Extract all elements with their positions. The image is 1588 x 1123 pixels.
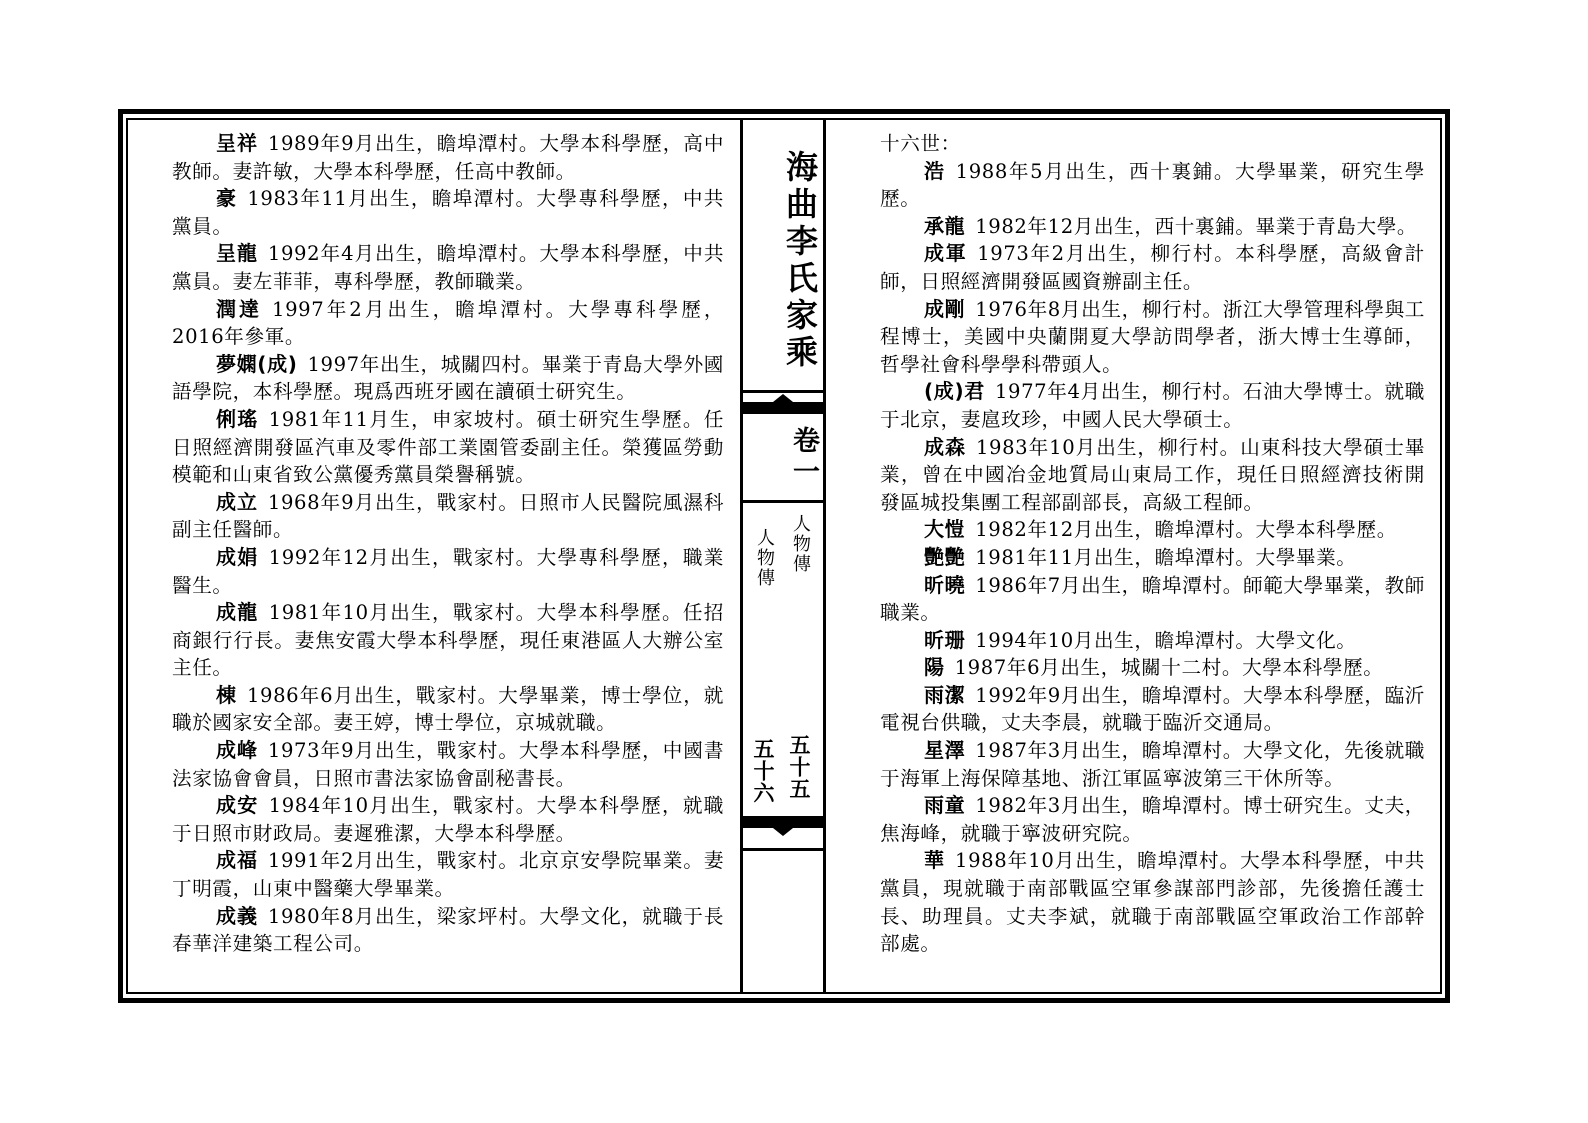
entry [880,434,1425,517]
entry-text: 1973年2月出生，柳行村。本科學歷，高級會計師，日照經濟開發區國資辦副主任。 [880,242,1425,293]
volume-divider [743,500,823,503]
entry-name: 成軍 [924,241,968,266]
entry [880,240,1425,295]
section-label-right: 人物傳 [790,514,811,574]
entry-text: 1973年9月出生，戰家村。大學本科學歷，中國書法家協會會員，日照市書法家協會副秘書長。 [172,739,725,790]
entry [172,737,724,792]
entry [880,682,1425,737]
entry-text: 1987年6月出生，城關十二村。大學本科學歷。 [954,656,1384,680]
entry-text: 1976年8月出生，柳行村。浙江大學管理科學與工程博士，美國中央蘭開夏大學訪問學者，浙大博士生導師，哲學社會科學學科帶頭人。 [880,297,1426,376]
entry-name: 潤達 [216,296,263,321]
entry-text: 1984年10月出生，戰家村。大學本科學歷，就職于日照市財政局。妻遲雅潔，大學本科學歷。 [172,794,724,845]
entry [172,240,724,295]
book-spine [740,118,826,994]
generation-heading: 十六世： [880,132,961,155]
entry-text: 1982年12月出生，瞻埠潭村。大學本科學歷。 [975,518,1397,542]
fish-tail-bottom-ornament [743,816,823,836]
entry [172,185,724,240]
entry-text: 1983年11月出生，瞻埠潭村。大學專科學歷，中共黨員。 [172,187,725,238]
entry-name: 雨潔 [924,682,966,707]
entry [880,296,1425,379]
entry-name: 豪 [216,186,238,211]
entry-name: 成義 [216,903,258,928]
entry-text: 1968年9月出生，戰家村。日照市人民醫院風濕科副主任醫師。 [172,490,725,542]
entry [880,847,1425,957]
entry [880,516,1425,544]
entry-text: 1987年3月出生，瞻埠潭村。大學文化，先後就職于海軍上海保障基地、浙江軍區寧波第三干休所等。 [880,739,1426,790]
entry-name: 成龍 [216,600,259,625]
entry-name: 成娟 [216,544,259,569]
title-box [743,118,823,393]
entry-text: 1977年4月出生，柳行村。石油大學博士。就職于北京，妻扈玫珍，中國人民大學碩士。 [880,380,1425,431]
entry-text: 1986年7月出生，瞻埠潭村。師範大學畢業，教師職業。 [880,573,1426,625]
entry-name: 星澤 [924,738,966,763]
entry [172,351,724,406]
entry-text: 1980年8月出生，梁家坪村。大學文化，就職于長春華洋建築工程公司。 [172,904,725,956]
entry [880,792,1425,847]
entry-name: 成福 [216,848,258,873]
entry [172,489,724,544]
entry-name: 成峰 [216,738,258,763]
entry-text: 1991年2月出生，戰家村。北京京安學院畢業。妻丁明霞，山東中醫藥大學畢業。 [172,849,725,901]
entry [172,792,724,847]
entry-name: 成立 [216,489,258,514]
entry-name: (成)君 [924,379,985,404]
entry-name: 成剛 [924,296,966,321]
entry [172,296,724,351]
entry-text: 1997年2月出生，瞻埠潭村。大學專科學歷，2016年參軍。 [172,297,725,349]
entry [172,544,724,599]
entry-text: 1986年6月出生，戰家村。大學畢業，博士學位，就職於國家安全部。妻王婷，博士學位，京城就職。 [172,683,724,735]
entry-name: 大愷 [924,517,966,542]
entry-text: 1982年12月出生，西十裏鋪。畢業于青島大學。 [975,214,1418,238]
entry-text: 1992年9月出生，瞻埠潭村。大學本科學歷，臨沂電視台供職，丈夫李晨，就職于臨沂交通局。 [880,683,1426,735]
entry [172,599,724,682]
page-number-left: 五十六 [751,738,776,804]
entry [880,572,1425,627]
entry-name: 夢嫻(成) [216,351,298,376]
entry-text: 1988年10月出生，瞻埠潭村。大學本科學歷，中共黨員，現就職于南部戰區空軍參謀部門診部，先後擔任護士長、助理員。丈夫李斌，就職于南部戰區空軍政治工作部幹部處。 [880,849,1425,956]
entry-text: 1992年4月出生，瞻埠潭村。大學本科學歷，中共黨員。妻左菲菲，專科學歷，教師職業。 [172,242,725,293]
entry-name: 艷艷 [924,544,966,569]
entry-text: 1983年10月出生，柳行村。山東科技大學碩士畢業，曾在中國冶金地質局山東局工作，現任日照經濟技術開發區城投集團工程部副部長，高級工程師。 [880,435,1425,514]
bottom-divider [743,848,823,851]
volume-label: 卷一 [788,426,819,488]
entry-text: 1988年5月出生，西十裏鋪。大學畢業，研究生學歷。 [880,159,1425,211]
entry-name: 呈龍 [216,241,258,266]
entry-text: 1997年出生，城關四村。畢業于青島大學外國語學院，本科學歷。現爲西班牙國在讀碩士研究生。 [172,352,724,404]
entry-name: 呈祥 [216,131,258,155]
page-number-right: 五十五 [787,734,812,800]
entry-name: 昕珊 [924,627,966,652]
entry-name: 昕曉 [924,572,966,597]
entry [880,654,1425,682]
entry [880,158,1425,213]
entry [172,406,724,489]
entry-text: 1992年12月出生，戰家村。大學專科學歷，職業醫生。 [172,545,724,597]
book-title: 海曲李氏家乘 [781,150,819,372]
entry [880,378,1425,433]
entry-text: 1981年10月出生，戰家村。大學本科學歷。任招商銀行行長。妻焦安霞大學本科學歷，現任東港區人大辦公室主任。 [172,601,724,680]
entry-name: 承龍 [924,213,966,238]
entry [880,627,1425,655]
entry-name: 俐瑤 [216,406,259,431]
entry-name: 陽 [924,655,945,680]
entry [172,847,724,902]
entry [172,682,724,737]
entry-name: 浩 [924,158,946,183]
entry-name: 雨童 [924,793,966,818]
entry [880,213,1425,241]
left-page [172,130,724,958]
entry-name: 華 [924,848,945,873]
entry [172,130,724,185]
entry [880,544,1425,572]
entry-text: 1981年11月生，申家坡村。碩士研究生學歷。任日照經濟開發區汽車及零件部工業園管委副主任。榮獲區勞動模範和山東省致公黨優秀黨員榮譽稱號。 [172,407,724,487]
entry-name: 棟 [216,682,237,707]
entry-text: 1989年9月出生，瞻埠潭村。大學本科學歷，高中教師。妻許敏，大學本科學歷，任高中教師。 [172,132,725,183]
fish-tail-top-ornament [743,394,823,414]
entry-name: 成安 [216,793,259,818]
entry [880,737,1425,792]
entry-text: 1982年3月出生，瞻埠潭村。博士研究生。丈夫，焦海峰，就職于寧波研究院。 [880,794,1426,845]
entry-text: 1994年10月出生，瞻埠潭村。大學文化。 [975,628,1357,652]
entry [172,903,724,958]
section-label-left: 人物傳 [754,528,775,588]
right-page [880,130,1425,958]
entry-name: 成森 [924,434,966,459]
entry-text: 1981年11月出生，瞻埠潭村。大學畢業。 [975,545,1357,569]
